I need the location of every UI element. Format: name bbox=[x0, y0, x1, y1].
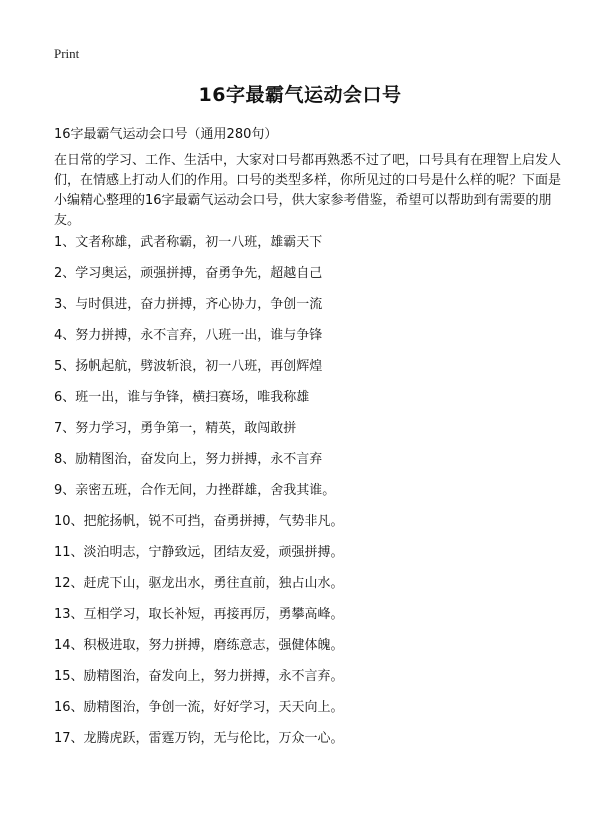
slogan-item: 6、班一出，谁与争锋，横扫赛场，唯我称雄 bbox=[54, 390, 310, 405]
intro-paragraph: 在日常的学习、工作、生活中，大家对口号都再熟悉不过了吧，口号具有在理智上启发人们，在情感上打动人们的作用。口号的类型多样，你所见过的口号是什么样的呢？下面是小编精心整理的16字最霸气运动会口号，供大家参考借鉴，希望可以帮助到有需要的朋友。 bbox=[54, 153, 562, 228]
slogan-item: 4、努力拼搏，永不言弃，八班一出，谁与争锋 bbox=[54, 328, 323, 343]
page-title: 16字最霸气运动会口号 bbox=[198, 84, 402, 106]
subtitle: 16字最霸气运动会口号（通用280句） bbox=[54, 127, 278, 142]
print-link[interactable]: Print bbox=[54, 46, 80, 61]
slogan-item: 12、赶虎下山，驱龙出水，勇往直前，独占山水。 bbox=[54, 576, 344, 591]
slogan-item: 16、励精图治，争创一流，好好学习，天天向上。 bbox=[54, 700, 344, 715]
slogan-item: 15、励精图治，奋发向上，努力拼搏，永不言弃。 bbox=[54, 669, 344, 684]
slogan-item: 2、学习奥运，顽强拼搏，奋勇争先，超越自己 bbox=[54, 266, 323, 281]
slogan-item: 1、文者称雄，武者称霸，初一八班，雄霸天下 bbox=[54, 235, 323, 250]
slogan-item: 11、淡泊明志，宁静致远，团结友爱，顽强拼搏。 bbox=[54, 545, 344, 560]
slogan-item: 3、与时俱进，奋力拼搏，齐心协力，争创一流 bbox=[54, 297, 323, 312]
slogan-item: 7、努力学习，勇争第一，精英，敢闯敢拼 bbox=[54, 421, 297, 436]
slogan-list bbox=[54, 233, 344, 760]
slogan-item: 5、扬帆起航，劈波斩浪，初一八班，再创辉煌 bbox=[54, 359, 323, 374]
slogan-item: 13、互相学习，取长补短，再接再厉，勇攀高峰。 bbox=[54, 607, 344, 622]
slogan-item: 17、龙腾虎跃，雷霆万钧，无与伦比，万众一心。 bbox=[54, 731, 344, 746]
slogan-item: 14、积极进取，努力拼搏，磨练意志，强健体魄。 bbox=[54, 638, 344, 653]
slogan-item: 10、把舵扬帆，锐不可挡，奋勇拼搏，气势非凡。 bbox=[54, 514, 344, 529]
slogan-item: 9、亲密五班，合作无间，力挫群雄，舍我其谁。 bbox=[54, 483, 336, 498]
slogan-item: 8、励精图治，奋发向上，努力拼搏，永不言弃 bbox=[54, 452, 323, 467]
